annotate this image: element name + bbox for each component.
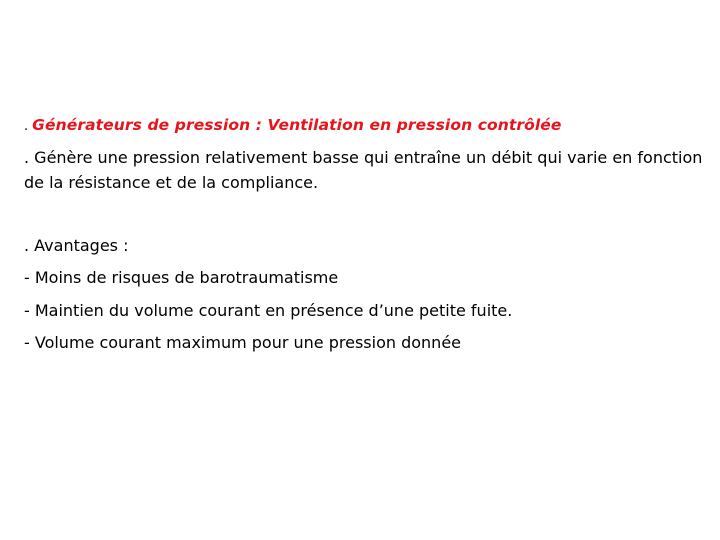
heading-bullet: .	[24, 119, 29, 134]
advantage-item-max-volume: - Volume courant maximum pour une pression donnée	[24, 333, 461, 352]
advantage-item-barotrauma: - Moins de risques de barotraumatisme	[24, 268, 339, 287]
advantages-label: . Avantages :	[24, 236, 129, 255]
slide-heading	[24, 116, 562, 134]
heading-title: Générateurs de pression : Ventilation en pression contrôlée	[32, 116, 562, 134]
advantage-item-leak: - Maintien du volume courant en présence d’une petite fuite.	[24, 301, 513, 320]
description-paragraph: . Génère une pression relativement basse qui entraîne un débit qui varie en fonction de la résistance et de la compliance.	[24, 148, 703, 192]
